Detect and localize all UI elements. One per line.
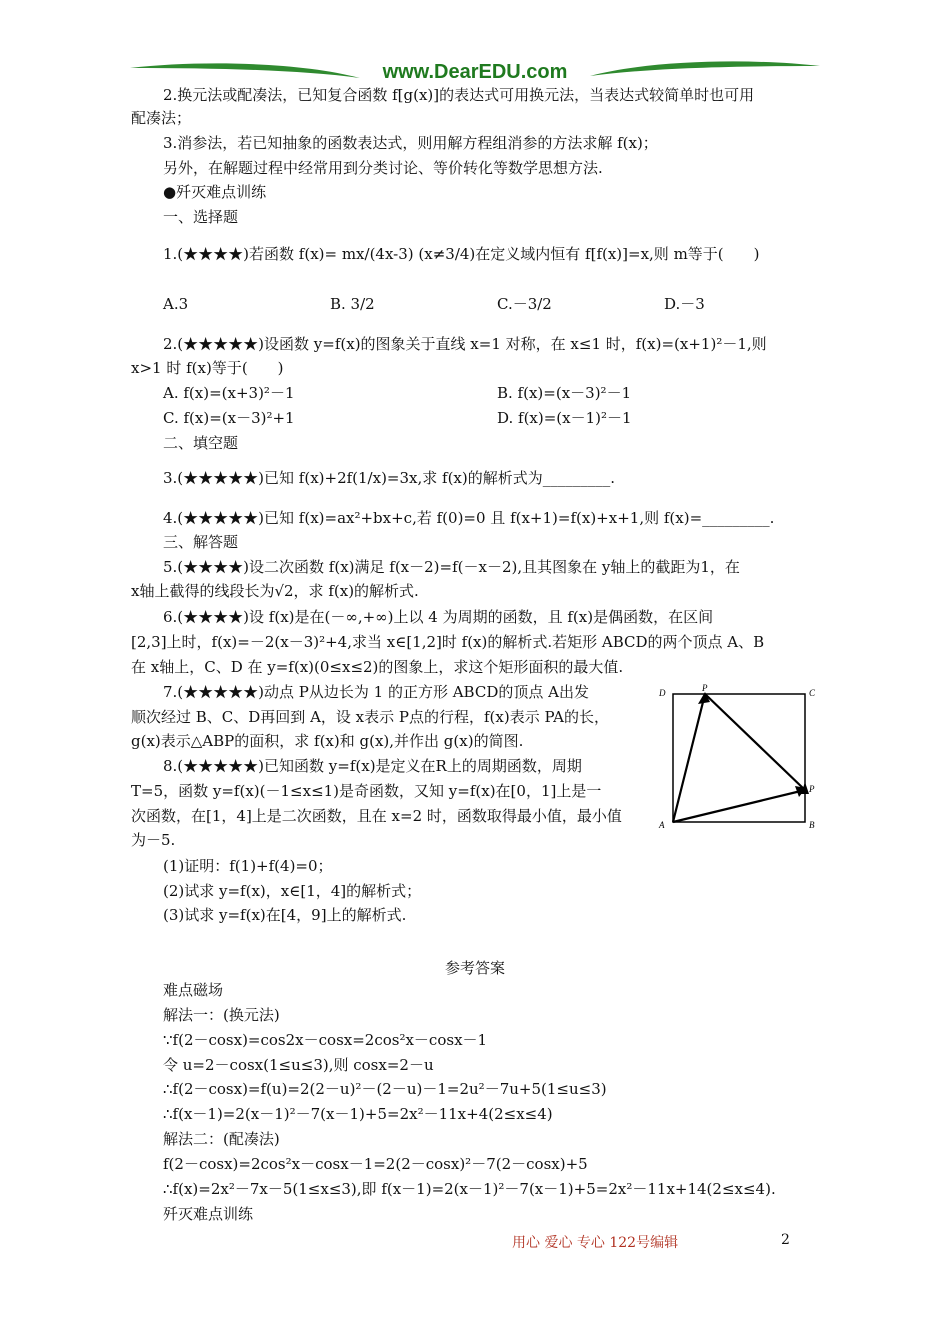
text-line: [2,3]上时，f(x)=－2(x－3)²+4,求当 x∈[1,2]时 f(x)的解析式.若矩形 ABCD的两个顶点 A、B bbox=[131, 633, 765, 651]
text-line: ∴f(x)=2x²－7x－5(1≤x≤3),即 f(x－1)=2(x－1)²－7(x－1)+5=2x²－11x+14(2≤x≤4). bbox=[163, 1180, 776, 1198]
text-line: f(2－cosx)=2cos²x－cosx－1=2(2－cosx)²－7(2－cosx)+5 bbox=[163, 1155, 588, 1173]
choice-option: C. f(x)=(x－3)²+1 bbox=[163, 409, 295, 427]
text-line: 4.(★★★★★)已知 f(x)=ax²+bx+c,若 f(0)=0 且 f(x+1)=f(x)+x+1,则 f(x)=_________. bbox=[163, 509, 775, 527]
footer-brand: 用心 爱心 专心 122号编辑 bbox=[512, 1235, 679, 1251]
label-a: A bbox=[659, 820, 665, 830]
text-line: 8.(★★★★★)已知函数 y=f(x)是定义在R上的周期函数，周期 bbox=[163, 757, 582, 775]
text-line: (1)证明：f(1)+f(4)=0； bbox=[163, 857, 333, 875]
text-line: ●歼灭难点训练 bbox=[163, 183, 267, 201]
square-figure bbox=[655, 682, 825, 832]
text-line: T=5，函数 y=f(x)(－1≤x≤1)是奇函数，又知 y=f(x)在[0，1]上是一 bbox=[131, 782, 602, 800]
text-line: (3)试求 y=f(x)在[4，9]上的解析式. bbox=[163, 906, 407, 924]
text-line: 次函数，在[1，4]上是二次函数，且在 x=2 时，函数取得最小值，最小值 bbox=[131, 807, 622, 825]
text-line: 歼灭难点训练 bbox=[163, 1205, 254, 1223]
choice-option: B. 3/2 bbox=[330, 295, 375, 313]
choice-option: C.－3/2 bbox=[497, 295, 552, 313]
label-c: C bbox=[809, 688, 816, 698]
banner-site-text: www.DearEDU.com bbox=[382, 61, 568, 83]
label-b: B bbox=[809, 820, 815, 830]
choice-option: A.3 bbox=[163, 295, 189, 313]
square-abcd bbox=[673, 694, 805, 822]
text-line: 二、填空题 bbox=[163, 434, 239, 452]
text-line: 5.(★★★★)设二次函数 f(x)满足 f(x－2)=f(－x－2),且其图象在 y轴上的截距为1，在 bbox=[163, 558, 740, 576]
text-line: ∴f(2－cosx)=f(u)=2(2－u)²－(2－u)－1=2u²－7u+5(1≤u≤3) bbox=[163, 1080, 607, 1098]
banner-left-swoosh bbox=[130, 63, 360, 78]
choice-option: D. f(x)=(x－1)²－1 bbox=[497, 409, 632, 427]
text-line: 1.(★★★★)若函数 f(x)= mx/(4x-3) (x≠3/4)在定义域内恒有 f[f(x)]=x,则 m等于( ) bbox=[163, 245, 760, 263]
choice-option: B. f(x)=(x－3)²－1 bbox=[497, 384, 632, 402]
text-line: 解法二：(配凑法) bbox=[163, 1130, 280, 1148]
text-line: 7.(★★★★★)动点 P从边长为 1 的正方形 ABCD的顶点 A出发 bbox=[163, 683, 589, 701]
label-d: D bbox=[659, 688, 666, 698]
text-line: ∴f(x－1)=2(x－1)²－7(x－1)+5=2x²－11x+4(2≤x≤4) bbox=[163, 1105, 553, 1123]
choice-option: D.－3 bbox=[664, 295, 705, 313]
label-p-top: P bbox=[702, 683, 708, 693]
text-line: 在 x轴上，C、D 在 y=f(x)(0≤x≤2)的图象上，求这个矩形面积的最大值. bbox=[131, 658, 624, 676]
segment-ap-top bbox=[673, 694, 705, 822]
text-line: 令 u=2－cosx(1≤u≤3),则 cosx=2－u bbox=[163, 1056, 434, 1074]
text-line: 解法一：(换元法) bbox=[163, 1006, 280, 1024]
text-line: 3.消参法，若已知抽象的函数表达式，则用解方程组消参的方法求解 f(x)； bbox=[163, 134, 658, 152]
text-line: 另外，在解题过程中经常用到分类讨论、等价转化等数学思想方法. bbox=[163, 159, 603, 177]
text-line: x>1 时 f(x)等于( ) bbox=[131, 359, 284, 377]
text-line: ∵f(2－cosx)=cos2x－cosx=2cos²x－cosx－1 bbox=[163, 1031, 488, 1049]
text-line: 2.换元法或配凑法，已知复合函数 f[g(x)]的表达式可用换元法，当表达式较简单时也可用 bbox=[163, 86, 755, 104]
text-line: 难点磁场 bbox=[163, 981, 224, 999]
page-number: 2 bbox=[781, 1232, 790, 1248]
text-line: 一、选择题 bbox=[163, 208, 239, 226]
text-line: x轴上截得的线段长为√2，求 f(x)的解析式. bbox=[131, 582, 419, 600]
text-line: 三、解答题 bbox=[163, 533, 239, 551]
text-line: g(x)表示△ABP的面积，求 f(x)和 g(x),并作出 g(x)的简图. bbox=[131, 732, 524, 750]
choice-option: A. f(x)=(x+3)²－1 bbox=[163, 384, 295, 402]
answers-title: 参考答案 bbox=[444, 959, 505, 977]
text-line: 3.(★★★★★)已知 f(x)+2f(1/x)=3x,求 f(x)的解析式为_________. bbox=[163, 469, 616, 487]
text-line: 6.(★★★★)设 f(x)是在(－∞,+∞)上以 4 为周期的函数，且 f(x)是偶函数，在区间 bbox=[163, 608, 714, 626]
label-p-right: P bbox=[809, 784, 815, 794]
segment-pp bbox=[705, 694, 805, 790]
text-line: (2)试求 y=f(x)，x∈[1，4]的解析式； bbox=[163, 882, 422, 900]
text-line: 为－5. bbox=[131, 831, 176, 849]
text-line: 顺次经过 B、C、D再回到 A，设 x表示 P点的行程，f(x)表示 PA的长， bbox=[131, 708, 610, 726]
text-line: 配凑法； bbox=[131, 109, 192, 127]
segment-ap-right bbox=[673, 790, 805, 822]
text-line: 2.(★★★★★)设函数 y=f(x)的图象关于直线 x=1 对称，在 x≤1 时，f(x)=(x+1)²－1,则 bbox=[163, 335, 767, 353]
banner-right-swoosh bbox=[590, 61, 820, 76]
